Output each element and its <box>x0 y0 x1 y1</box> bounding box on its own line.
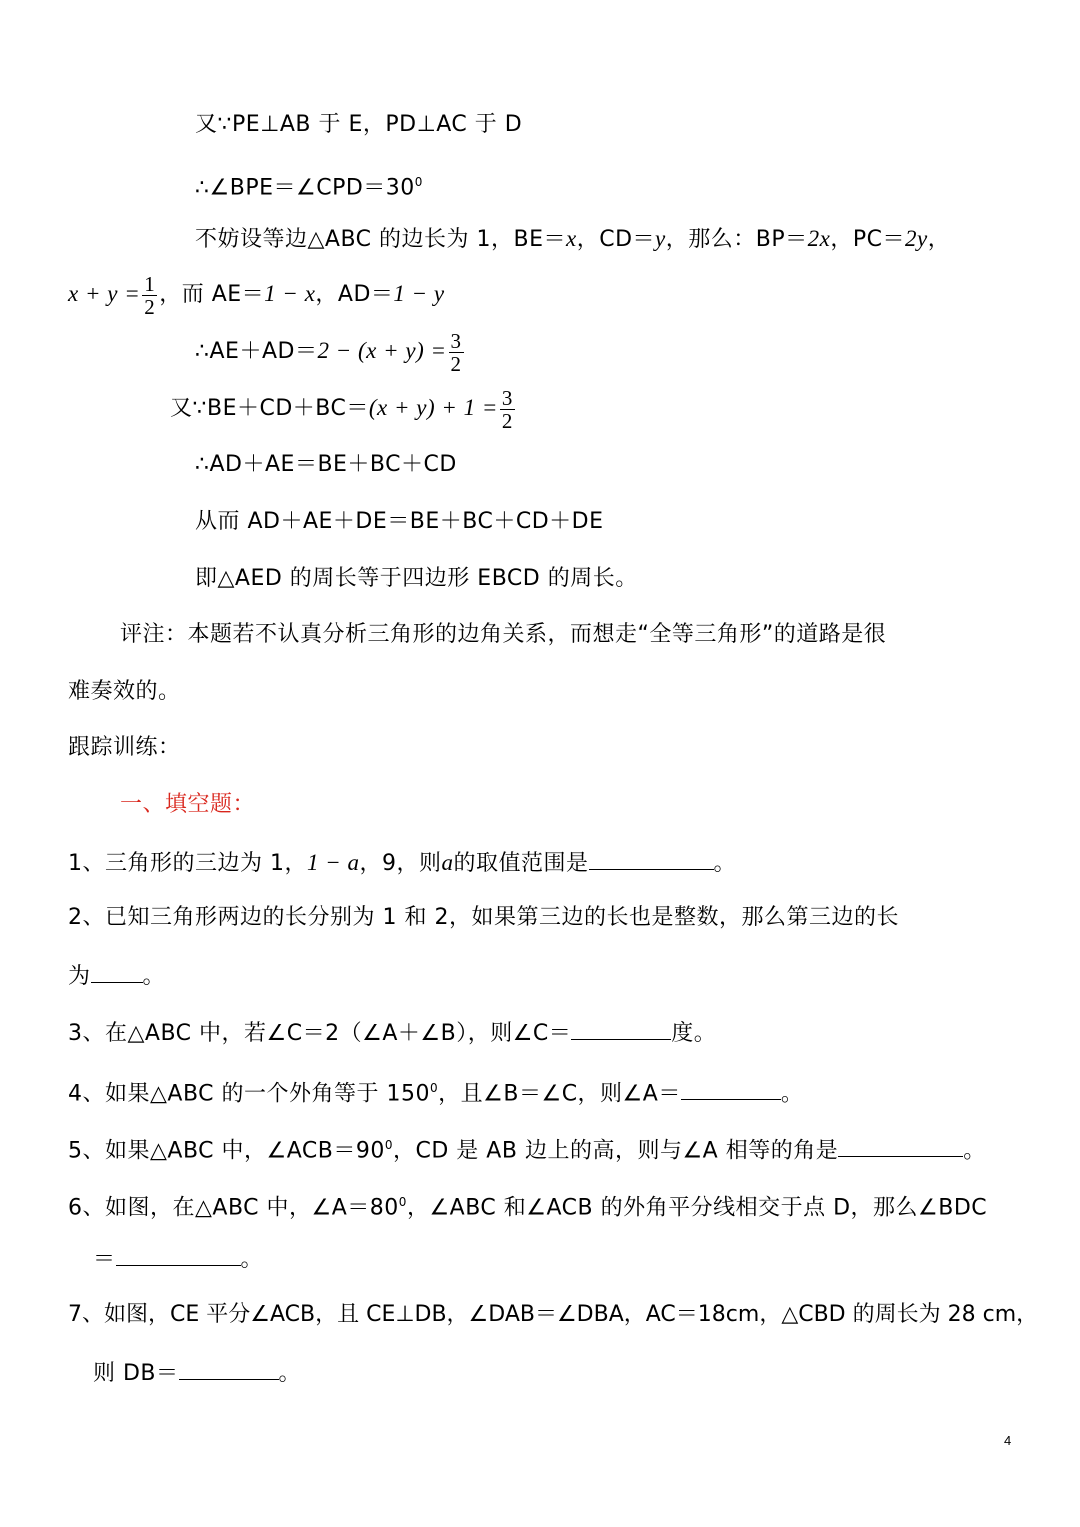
question-text: ，9，则 <box>359 851 442 876</box>
fraction-numerator: 1 <box>144 271 156 296</box>
question-text: 。 <box>240 1247 264 1272</box>
question-2-cont <box>68 960 165 992</box>
answer-blank[interactable] <box>681 1077 781 1100</box>
question-text: 6、如图，在△ABC 中，∠A＝80 <box>68 1195 399 1221</box>
fraction-denominator: 2 <box>501 408 513 433</box>
training-heading <box>68 733 181 763</box>
math-expr: 2x <box>807 226 831 251</box>
proof-text: 不妨设等边△ABC 的边长为 1，BE＝ <box>195 227 567 252</box>
proof-text: ，PC＝ <box>830 227 905 252</box>
question-7-cont <box>93 1357 301 1389</box>
question-text: 度。 <box>671 1021 717 1046</box>
answer-blank[interactable] <box>838 1134 963 1157</box>
question-text: 。 <box>780 1081 804 1107</box>
question-text: 3、在△ABC 中，若∠C＝2（∠A＋∠B），则∠C＝ <box>68 1021 572 1046</box>
proof-text: 即△AED 的周长等于四边形 EBCD 的周长。 <box>195 566 638 591</box>
proof-line-8 <box>195 507 603 537</box>
section-heading <box>120 790 255 820</box>
proof-line-6 <box>170 384 517 433</box>
proof-text: ，AD＝ <box>315 282 394 307</box>
section-title: 一、填空题： <box>120 792 256 817</box>
question-3 <box>68 1017 716 1049</box>
math-expr: x + y = <box>68 281 141 306</box>
math-var: x <box>566 226 577 251</box>
question-6-cont <box>93 1243 263 1275</box>
proof-line-7 <box>195 450 457 480</box>
fraction <box>500 387 515 432</box>
fraction-numerator: 3 <box>450 328 462 353</box>
question-7 <box>68 1300 1038 1330</box>
fraction <box>449 330 464 375</box>
question-text: ，CD 是 AB 边上的高，则与∠A 相等的角是 <box>393 1138 839 1164</box>
proof-text: ∴AD＋AE＝BE＋BC＋CD <box>195 452 457 477</box>
question-text: 5、如果△ABC 中，∠ACB＝90 <box>68 1138 385 1164</box>
proof-text: ， <box>927 227 951 252</box>
question-text: 4、如果△ABC 的一个外角等于 150 <box>68 1081 431 1107</box>
proof-text: ∴AE＋AD＝ <box>195 339 318 364</box>
comment-text: 难奏效的。 <box>68 679 181 704</box>
degree-superscript: 0 <box>414 175 423 189</box>
page-number: 4 <box>1004 1433 1012 1448</box>
fraction-numerator: 3 <box>501 385 513 410</box>
degree-superscript: 0 <box>430 1081 439 1095</box>
math-expr: 2 − (x + y) = <box>317 338 447 363</box>
proof-text: ，那么：BP＝ <box>665 227 808 252</box>
answer-blank[interactable] <box>589 847 714 870</box>
proof-line-4 <box>68 270 445 319</box>
comment-line-2 <box>68 677 181 707</box>
comment-line-1 <box>120 620 886 650</box>
proof-text: 从而 AD＋AE＋DE＝BE＋BC＋CD＋DE <box>195 509 604 534</box>
question-text: 。 <box>963 1138 986 1164</box>
fraction-denominator: 2 <box>144 294 156 319</box>
proof-text: ∴∠BPE＝∠CPD＝30 <box>195 175 415 201</box>
question-text: ，且∠B＝∠C，则∠A＝ <box>438 1081 681 1107</box>
question-1 <box>68 847 736 879</box>
math-expr: (x + y) + 1 = <box>368 395 498 420</box>
degree-superscript: 0 <box>384 1138 394 1152</box>
proof-text: ，CD＝ <box>576 227 656 252</box>
math-expr: 1 − y <box>393 281 445 306</box>
answer-blank[interactable] <box>116 1243 241 1266</box>
question-text: 的取值范围是 <box>453 851 589 876</box>
fraction <box>142 273 157 318</box>
question-text: 2、已知三角形两边的长分别为 1 和 2，如果第三边的长也是整数，那么第三边的长 <box>68 905 899 930</box>
question-5 <box>68 1130 986 1166</box>
proof-line-2 <box>195 167 423 203</box>
proof-text: 又∵PE⊥AB 于 E，PD⊥AC 于 D <box>195 112 523 137</box>
question-text: 7、如图，CE 平分∠ACB，且 CE⊥DB，∠DAB＝∠DBA，AC＝18cm，△CBD 的周长为 28 cm， <box>68 1302 1039 1327</box>
question-text: 。 <box>713 851 737 876</box>
math-expr: 1 − x <box>264 281 316 306</box>
question-4 <box>68 1073 803 1109</box>
degree-superscript: 0 <box>398 1195 407 1209</box>
proof-line-1 <box>195 110 522 140</box>
math-expr: 2y <box>905 226 928 251</box>
math-expr: 1 − a <box>307 850 360 875</box>
proof-text: ，而 AE＝ <box>159 282 265 307</box>
question-text: 则 DB＝ <box>93 1361 179 1386</box>
comment-text: 评注：本题若不认真分析三角形的边角关系，而想走“全等三角形”的道路是很 <box>120 622 887 647</box>
math-var: y <box>655 226 666 251</box>
proof-line-5 <box>195 327 466 376</box>
question-text: 为 <box>68 964 91 989</box>
question-2 <box>68 903 899 933</box>
training-title: 跟踪训练： <box>68 735 181 760</box>
question-6 <box>68 1187 987 1223</box>
proof-text: 又∵BE＋CD＋BC＝ <box>170 396 369 421</box>
answer-blank[interactable] <box>571 1017 671 1040</box>
question-text: 。 <box>142 964 166 989</box>
answer-blank[interactable] <box>179 1357 279 1380</box>
question-text: ＝ <box>93 1247 116 1272</box>
question-text: 1、三角形的三边为 1， <box>68 851 307 876</box>
question-text: 。 <box>278 1361 302 1386</box>
proof-line-3 <box>195 224 950 255</box>
question-text: ，∠ABC 和∠ACB 的外角平分线相交于点 D，那么∠BDC <box>406 1195 988 1221</box>
math-var: a <box>441 850 454 875</box>
proof-line-9 <box>195 564 638 594</box>
answer-blank[interactable] <box>91 960 143 983</box>
fraction-denominator: 2 <box>450 351 462 376</box>
